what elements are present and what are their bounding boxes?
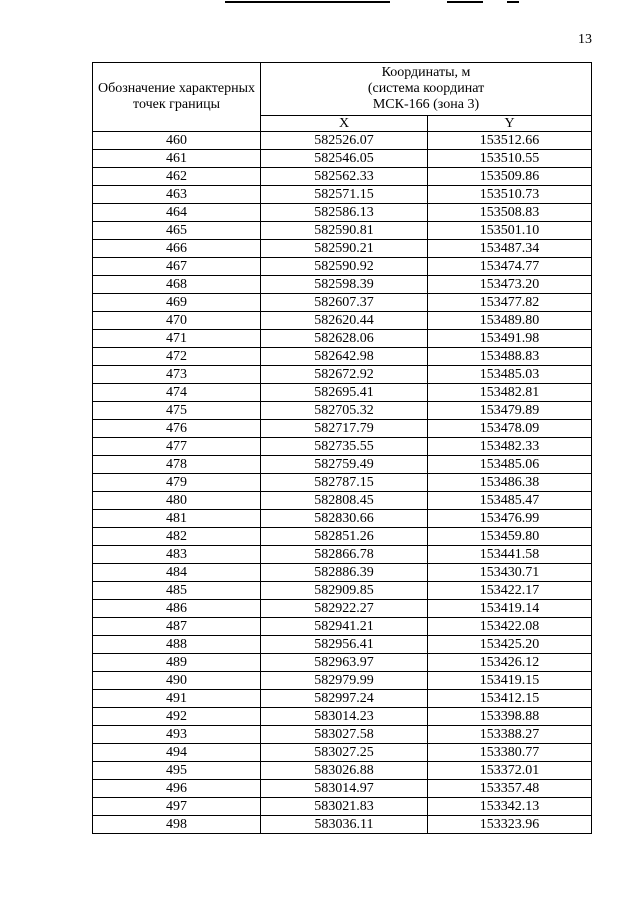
y-coordinate-cell: 153426.12 xyxy=(428,654,592,672)
y-coordinate-cell: 153441.58 xyxy=(428,546,592,564)
x-coordinate-cell: 583014.23 xyxy=(261,708,428,726)
page-top-marks xyxy=(0,0,640,6)
x-coordinate-cell: 582735.55 xyxy=(261,438,428,456)
top-mark-line xyxy=(225,1,390,3)
table-row xyxy=(93,672,592,690)
x-coordinate-cell: 582956.41 xyxy=(261,636,428,654)
y-coordinate-cell: 153476.99 xyxy=(428,510,592,528)
table-row xyxy=(93,510,592,528)
point-id-cell: 498 xyxy=(93,816,261,834)
point-id-cell: 494 xyxy=(93,744,261,762)
y-coordinate-cell: 153478.09 xyxy=(428,420,592,438)
y-coordinate-cell: 153482.33 xyxy=(428,438,592,456)
point-id-cell: 463 xyxy=(93,186,261,204)
point-id-cell: 493 xyxy=(93,726,261,744)
point-id-cell: 482 xyxy=(93,528,261,546)
table-row xyxy=(93,420,592,438)
x-coordinate-cell: 583027.25 xyxy=(261,744,428,762)
table-row xyxy=(93,546,592,564)
point-id-cell: 466 xyxy=(93,240,261,258)
x-coordinate-cell: 582586.13 xyxy=(261,204,428,222)
table-row xyxy=(93,276,592,294)
y-coordinate-cell: 153508.83 xyxy=(428,204,592,222)
y-coordinate-cell: 153388.27 xyxy=(428,726,592,744)
x-coordinate-cell: 582808.45 xyxy=(261,492,428,510)
y-coordinate-cell: 153477.82 xyxy=(428,294,592,312)
x-coordinate-cell: 583027.58 xyxy=(261,726,428,744)
y-coordinate-cell: 153479.89 xyxy=(428,402,592,420)
y-coordinate-cell: 153342.13 xyxy=(428,798,592,816)
x-coordinate-cell: 582526.07 xyxy=(261,132,428,150)
table-row xyxy=(93,132,592,150)
point-id-cell: 497 xyxy=(93,798,261,816)
table-row xyxy=(93,204,592,222)
table-body xyxy=(93,132,592,834)
x-coordinate-cell: 582830.66 xyxy=(261,510,428,528)
x-coordinate-cell: 583026.88 xyxy=(261,762,428,780)
y-coordinate-cell: 153372.01 xyxy=(428,762,592,780)
x-coordinate-cell: 582607.37 xyxy=(261,294,428,312)
x-coordinate-cell: 582695.41 xyxy=(261,384,428,402)
x-coordinate-cell: 582620.44 xyxy=(261,312,428,330)
x-coordinate-cell: 582590.92 xyxy=(261,258,428,276)
y-coordinate-cell: 153489.80 xyxy=(428,312,592,330)
point-id-cell: 485 xyxy=(93,582,261,600)
point-id-cell: 467 xyxy=(93,258,261,276)
point-id-cell: 492 xyxy=(93,708,261,726)
table-row xyxy=(93,456,592,474)
table-row xyxy=(93,366,592,384)
table-row xyxy=(93,618,592,636)
point-id-cell: 468 xyxy=(93,276,261,294)
x-coordinate-cell: 582759.49 xyxy=(261,456,428,474)
point-id-cell: 469 xyxy=(93,294,261,312)
x-coordinate-cell: 582598.39 xyxy=(261,276,428,294)
y-coordinate-cell: 153422.17 xyxy=(428,582,592,600)
y-coordinate-cell: 153509.86 xyxy=(428,168,592,186)
point-id-cell: 472 xyxy=(93,348,261,366)
table-row xyxy=(93,186,592,204)
table-row xyxy=(93,168,592,186)
top-mark-line xyxy=(507,1,519,3)
point-id-cell: 488 xyxy=(93,636,261,654)
coordinates-table xyxy=(92,62,592,834)
table-row xyxy=(93,636,592,654)
x-coordinate-cell: 582717.79 xyxy=(261,420,428,438)
x-coordinate-cell: 582922.27 xyxy=(261,600,428,618)
point-id-cell: 477 xyxy=(93,438,261,456)
page-number: 13 xyxy=(578,32,592,47)
y-coordinate-cell: 153380.77 xyxy=(428,744,592,762)
y-coordinate-cell: 153430.71 xyxy=(428,564,592,582)
point-id-cell: 489 xyxy=(93,654,261,672)
y-coordinate-cell: 153398.88 xyxy=(428,708,592,726)
point-id-cell: 495 xyxy=(93,762,261,780)
x-coordinate-cell: 582787.15 xyxy=(261,474,428,492)
table-row xyxy=(93,690,592,708)
x-coordinate-cell: 582851.26 xyxy=(261,528,428,546)
table-row xyxy=(93,564,592,582)
y-coordinate-cell: 153412.15 xyxy=(428,690,592,708)
y-coordinate-cell: 153473.20 xyxy=(428,276,592,294)
table-row xyxy=(93,258,592,276)
table-row xyxy=(93,222,592,240)
table-row xyxy=(93,780,592,798)
point-id-cell: 470 xyxy=(93,312,261,330)
x-coordinate-cell: 582562.33 xyxy=(261,168,428,186)
x-coordinate-cell: 582628.06 xyxy=(261,330,428,348)
table-row xyxy=(93,708,592,726)
table-row xyxy=(93,726,592,744)
point-id-cell: 473 xyxy=(93,366,261,384)
y-coordinate-cell: 153491.98 xyxy=(428,330,592,348)
table-row xyxy=(93,312,592,330)
point-id-cell: 486 xyxy=(93,600,261,618)
table-row xyxy=(93,150,592,168)
y-coordinate-cell: 153510.55 xyxy=(428,150,592,168)
y-coordinate-cell: 153485.47 xyxy=(428,492,592,510)
x-coordinate-cell: 582590.81 xyxy=(261,222,428,240)
x-coordinate-cell: 582979.99 xyxy=(261,672,428,690)
point-id-cell: 465 xyxy=(93,222,261,240)
point-id-cell: 481 xyxy=(93,510,261,528)
y-coordinate-cell: 153459.80 xyxy=(428,528,592,546)
table-row xyxy=(93,474,592,492)
y-coordinate-cell: 153419.14 xyxy=(428,600,592,618)
y-coordinate-cell: 153419.15 xyxy=(428,672,592,690)
point-id-cell: 474 xyxy=(93,384,261,402)
point-id-cell: 475 xyxy=(93,402,261,420)
top-mark-line xyxy=(447,1,483,3)
x-coordinate-cell: 582546.05 xyxy=(261,150,428,168)
y-coordinate-cell: 153357.48 xyxy=(428,780,592,798)
x-coordinate-cell: 582642.98 xyxy=(261,348,428,366)
point-id-cell: 471 xyxy=(93,330,261,348)
table-row xyxy=(93,240,592,258)
x-coordinate-cell: 582963.97 xyxy=(261,654,428,672)
point-id-cell: 491 xyxy=(93,690,261,708)
point-id-cell: 480 xyxy=(93,492,261,510)
x-column-header: X xyxy=(261,116,428,132)
y-coordinate-cell: 153485.06 xyxy=(428,456,592,474)
y-coordinate-cell: 153482.81 xyxy=(428,384,592,402)
y-coordinate-cell: 153323.96 xyxy=(428,816,592,834)
table-row xyxy=(93,582,592,600)
y-coordinate-cell: 153474.77 xyxy=(428,258,592,276)
x-coordinate-cell: 582909.85 xyxy=(261,582,428,600)
table-row xyxy=(93,528,592,546)
coordinates-header-line: (система координат xyxy=(367,81,485,96)
x-coordinate-cell: 582705.32 xyxy=(261,402,428,420)
x-coordinate-cell: 583014.97 xyxy=(261,780,428,798)
point-id-cell: 490 xyxy=(93,672,261,690)
x-coordinate-cell: 582886.39 xyxy=(261,564,428,582)
y-coordinate-cell: 153501.10 xyxy=(428,222,592,240)
x-coordinate-cell: 582866.78 xyxy=(261,546,428,564)
x-coordinate-cell: 583036.11 xyxy=(261,816,428,834)
y-coordinate-cell: 153510.73 xyxy=(428,186,592,204)
table-row xyxy=(93,294,592,312)
point-id-cell: 462 xyxy=(93,168,261,186)
x-coordinate-cell: 583021.83 xyxy=(261,798,428,816)
x-coordinate-cell: 582571.15 xyxy=(261,186,428,204)
point-id-cell: 460 xyxy=(93,132,261,150)
y-coordinate-cell: 153486.38 xyxy=(428,474,592,492)
y-coordinate-cell: 153487.34 xyxy=(428,240,592,258)
points-column-header: Обозначение характерных точек границы xyxy=(93,63,261,132)
table-row xyxy=(93,600,592,618)
y-column-header: Y xyxy=(428,116,592,132)
x-coordinate-cell: 582672.92 xyxy=(261,366,428,384)
point-id-cell: 461 xyxy=(93,150,261,168)
point-id-cell: 496 xyxy=(93,780,261,798)
table-row xyxy=(93,348,592,366)
table-row xyxy=(93,384,592,402)
y-coordinate-cell: 153512.66 xyxy=(428,132,592,150)
table-row xyxy=(93,654,592,672)
point-id-cell: 464 xyxy=(93,204,261,222)
table-row xyxy=(93,816,592,834)
point-id-cell: 487 xyxy=(93,618,261,636)
coordinates-column-header xyxy=(261,63,592,116)
point-id-cell: 478 xyxy=(93,456,261,474)
table-row xyxy=(93,402,592,420)
point-id-cell: 484 xyxy=(93,564,261,582)
y-coordinate-cell: 153488.83 xyxy=(428,348,592,366)
point-id-cell: 476 xyxy=(93,420,261,438)
table-row xyxy=(93,744,592,762)
point-id-cell: 479 xyxy=(93,474,261,492)
coordinates-header-line: МСК-166 (зона 3) xyxy=(372,97,480,112)
table-row xyxy=(93,330,592,348)
x-coordinate-cell: 582997.24 xyxy=(261,690,428,708)
y-coordinate-cell: 153425.20 xyxy=(428,636,592,654)
y-coordinate-cell: 153485.03 xyxy=(428,366,592,384)
table-row xyxy=(93,492,592,510)
x-coordinate-cell: 582590.21 xyxy=(261,240,428,258)
table-row xyxy=(93,762,592,780)
y-coordinate-cell: 153422.08 xyxy=(428,618,592,636)
table-row xyxy=(93,438,592,456)
x-coordinate-cell: 582941.21 xyxy=(261,618,428,636)
table-row xyxy=(93,798,592,816)
point-id-cell: 483 xyxy=(93,546,261,564)
coordinates-header-line: Координаты, м xyxy=(381,65,471,80)
